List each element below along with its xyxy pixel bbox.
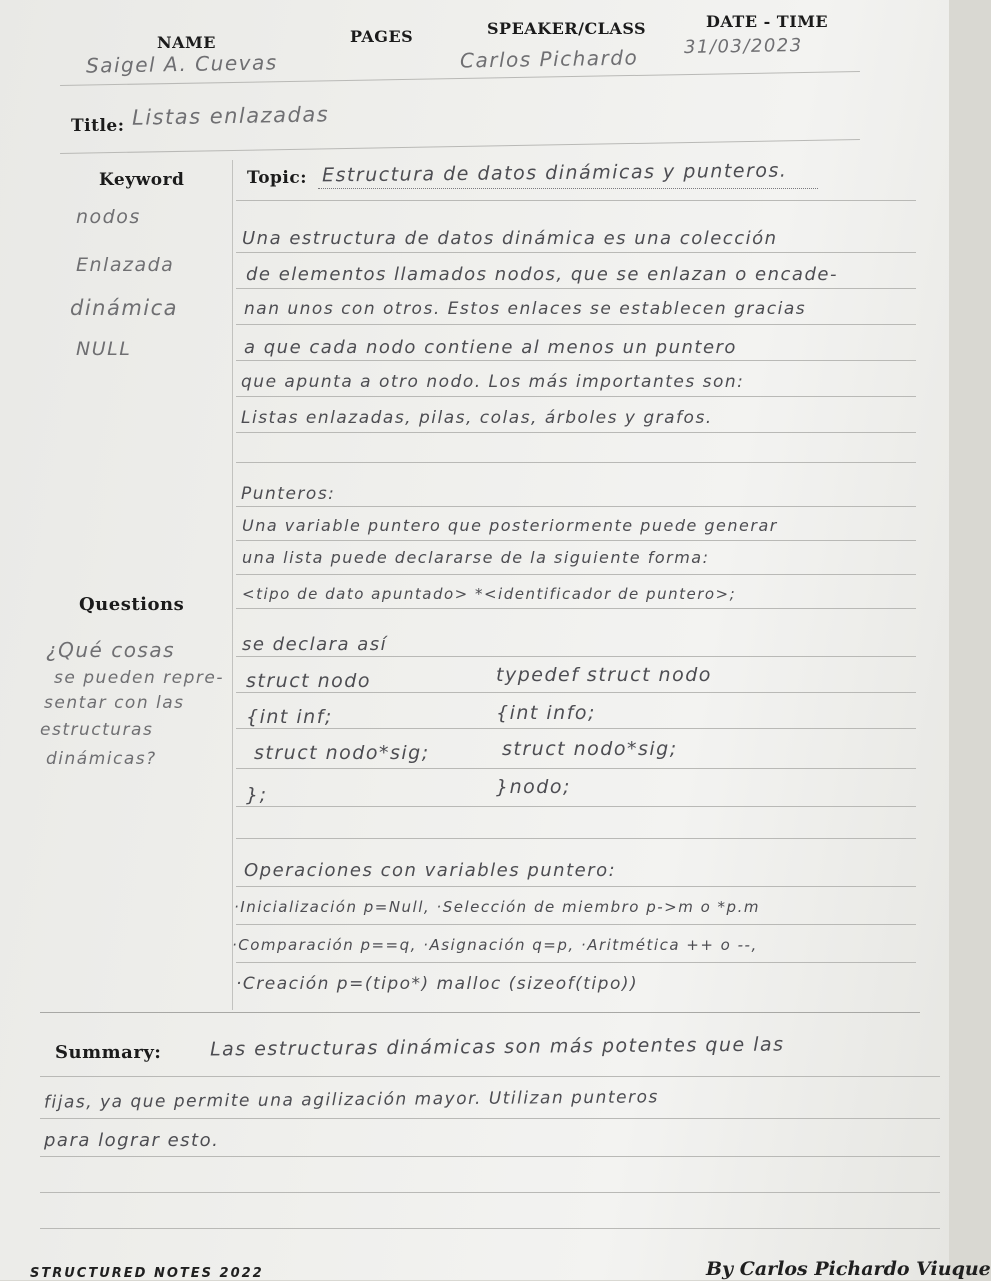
ruled-line: [236, 360, 916, 361]
ruled-line: [236, 962, 916, 963]
topic-label: Topic:: [247, 168, 308, 188]
pointers-heading: Punteros:: [241, 484, 336, 504]
column-divider: [232, 160, 233, 1010]
ruled-line: [236, 396, 916, 397]
note-line: <tipo de dato apuntado> *<identificador de puntero>;: [242, 585, 737, 603]
pages-label: PAGES: [350, 27, 414, 46]
ruled-line: [40, 1118, 940, 1119]
note-line: Listas enlazadas, pilas, colas, árboles y grafos.: [241, 408, 713, 428]
topic-underline: [318, 188, 818, 189]
ruled-line: [236, 728, 916, 729]
footer-author: By Carlos Pichardo Viuque: [706, 1258, 991, 1280]
question-line: se pueden repre-: [54, 668, 224, 688]
keyword-item: dinámica: [70, 296, 179, 320]
title-rule: [60, 139, 860, 154]
date-time-label: DATE - TIME: [706, 12, 829, 31]
note-line: Una estructura de datos dinámica es una colección: [242, 228, 778, 249]
code-left-line: struct nodo: [246, 670, 371, 692]
questions-label: Questions: [79, 594, 185, 615]
code-left-line: };: [246, 784, 268, 806]
name-label: NAME: [157, 33, 216, 52]
ruled-line: [236, 506, 916, 507]
ruled-line: [236, 806, 916, 807]
note-line: se declara así: [242, 634, 388, 655]
operations-line: ·Creación p=(tipo*) malloc (sizeof(tipo)): [236, 974, 639, 994]
keyword-label: Keyword: [99, 170, 185, 190]
note-line: de elementos llamados nodos, que se enlazan o encade-: [246, 264, 838, 285]
code-right-line: struct nodo*sig;: [502, 738, 678, 760]
summary-divider: [40, 1012, 920, 1013]
keyword-item: nodos: [76, 206, 141, 228]
summary-label: Summary:: [55, 1042, 162, 1063]
ruled-line: [236, 924, 916, 925]
ruled-line: [236, 838, 916, 839]
code-left-line: {int inf;: [246, 706, 333, 728]
question-line: sentar con las: [44, 693, 185, 713]
ruled-line: [236, 692, 916, 693]
ruled-line: [236, 574, 916, 575]
note-line: Una variable puntero que posteriormente puede generar: [242, 516, 778, 535]
summary-line: para lograr esto.: [44, 1130, 220, 1151]
note-line: nan unos con otros. Estos enlaces se establecen gracias: [244, 299, 807, 319]
summary-line: fijas, ya que permite una agilización mayor. Utilizan punteros: [43, 1087, 659, 1113]
keyword-item: Enlazada: [76, 254, 175, 276]
note-line: una lista puede declararse de la siguiente forma:: [242, 548, 710, 567]
keyword-item: NULL: [76, 338, 132, 360]
ruled-line: [236, 656, 916, 657]
code-right-line: typedef struct nodo: [496, 664, 712, 686]
ruled-line: [236, 540, 916, 541]
code-right-line: {int info;: [496, 702, 596, 724]
operations-line: ·Inicialización p=Null, ·Selección de miembro p->m o *p.m: [234, 898, 760, 916]
footer-brand: STRUCTURED NOTES 2022: [30, 1266, 264, 1281]
ruled-line: [236, 886, 916, 887]
note-line: a que cada nodo contiene al menos un puntero: [244, 337, 737, 358]
title-label: Title:: [71, 116, 125, 136]
speaker-class-value: Carlos Pichardo: [459, 45, 639, 73]
code-left-line: struct nodo*sig;: [254, 742, 430, 764]
date-value: 31/03/2023: [683, 34, 803, 59]
name-value: Saigel A. Cuevas: [85, 50, 278, 78]
operations-line: ·Comparación p==q, ·Asignación q=p, ·Aritmética ++ o --,: [232, 936, 758, 954]
title-value: Listas enlazadas: [131, 102, 330, 130]
question-line: dinámicas?: [46, 749, 157, 769]
code-right-line: }nodo;: [496, 776, 571, 798]
ruled-line: [236, 200, 916, 201]
ruled-line: [236, 768, 916, 769]
note-line: que apunta a otro nodo. Los más importantes son:: [241, 372, 745, 392]
ruled-line: [236, 324, 916, 325]
operations-heading: Operaciones con variables puntero:: [244, 860, 617, 881]
ruled-line: [236, 462, 916, 463]
question-line: estructuras: [40, 720, 154, 740]
ruled-line: [40, 1156, 940, 1157]
speaker-class-label: SPEAKER/CLASS: [487, 19, 647, 38]
summary-line: Las estructuras dinámicas son más potentes que las: [209, 1033, 785, 1061]
ruled-line: [236, 288, 916, 289]
ruled-line: [236, 608, 916, 609]
topic-value: Estructura de datos dinámicas y punteros.: [321, 159, 788, 187]
ruled-line: [236, 252, 916, 253]
ruled-line: [236, 432, 916, 433]
ruled-line: [40, 1076, 940, 1077]
ruled-line: [40, 1192, 940, 1193]
ruled-line: [40, 1228, 940, 1229]
question-line: ¿Qué cosas: [46, 638, 176, 662]
